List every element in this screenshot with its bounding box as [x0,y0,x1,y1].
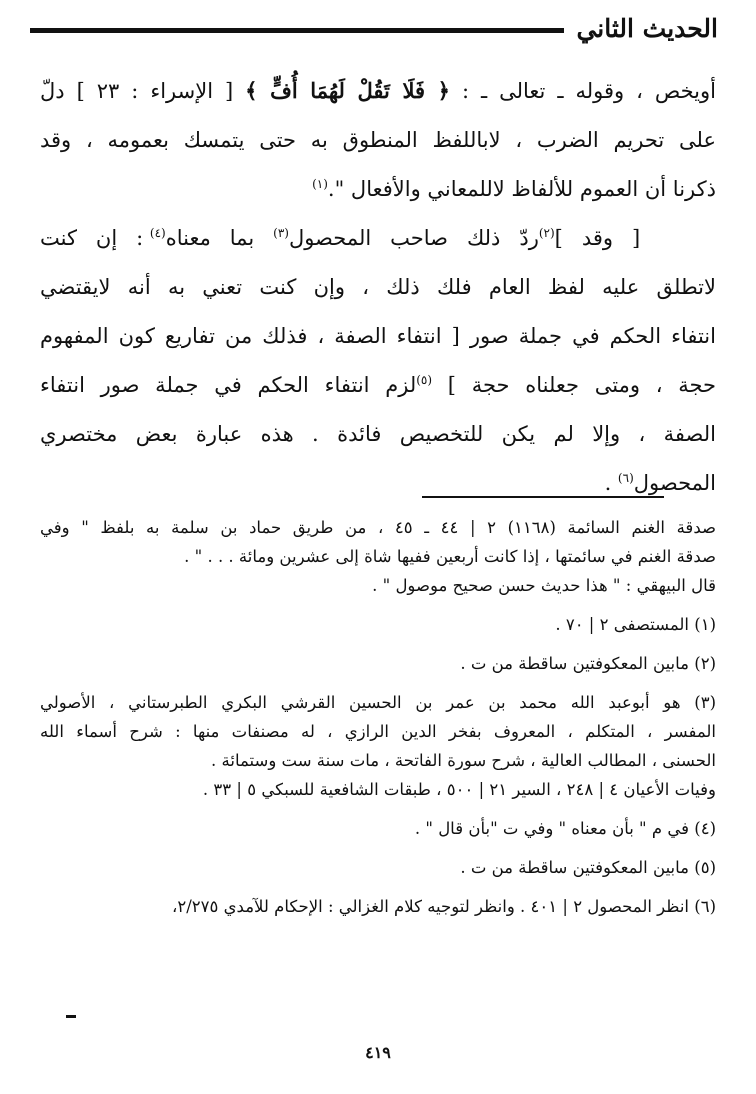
page-number: ٤١٩ [365,1043,391,1062]
footnote-ref: (٦) [617,471,634,485]
footnote-line: وفيات الأعيان ٤ | ٢٤٨ ، السير ٢١ | ٥٠٠ ، طبقات الشافعية للسبكي ٥ | ٣٣ . [202,780,716,799]
text-line: الصفة ، وإلا لم يكن للتخصيص فائدة . هذه عبارة بعض مختصري [40,422,716,446]
footnote-ref: (٣) [273,226,289,240]
footnote-line: المفسر ، المتكلم ، المعروف بفخر الدين الرازي ، له مصنفات منها : شرح أسماء الله [40,722,716,741]
text-line: المحصول$^{(٦)}$ . [604,471,716,495]
text-line: على تحريم الضرب ، لاباللفظ المنطوق به حتى يتمسك بعمومه ، وقد [40,128,716,152]
footnote-separator [422,496,664,498]
text-line: انتفاء الحكم في جملة صور [ انتفاء الصفة ، فذلك من تفاريع كون المفهوم [40,324,716,348]
footnote-line: صدقة الغنم في سائمتها ، إذا كانت أربعين ففيها شاة إلى عشرين ومائة . . . " . [184,547,716,566]
footnote-1: (١) المستصفى ٢ | ٧٠ . [555,615,716,634]
footnote-2: (٢) مابين المعكوفتين ساقطة من ت . [460,654,716,673]
text-line: حجة ، ومتى جعلناه حجة ] $^{(٥)}$لزم انتفاء الحكم في جملة صور انتفاء [40,373,716,397]
footnote-line: قال البيهقي : " هذا حديث حسن صحيح موصول " . [372,576,716,595]
footnote-ref: (٤) [149,226,166,240]
text-line: [ وقد ]$^{(٢)}$ردّ ذلك صاحب المحصول$^{(٣)}$ بما معناه$^{(٤)}$ : إن كنت [40,226,641,250]
text-line: لاتطلق عليه لفظ العام فلك ذلك ، وإن كنت تعني به أنه لايقتضي [40,275,716,299]
footnotes [40,513,716,921]
running-header [30,10,718,46]
text-line: أويخص ، وقوله ـ تعالى ـ : ﴿ فَلَا تَقُلْ لَهُمَا أُفٍّ ﴾ [ الإسراء : ٢٣ ] دلّ [40,78,717,103]
text-line: ذكرنا أن العموم للألفاظ لاللمعاني والأفعال ".$^{(١)}$ [312,177,716,201]
main-text [40,66,716,508]
footnote-line: صدقة الغنم السائمة (١١٦٨) ٢ | ٤٤ ـ ٤٥ ، من طريق حماد بن سلمة به بلفظ " وفي [40,518,716,537]
footnote-ref: (١) [312,177,328,191]
continuation-mark [66,1015,76,1018]
quran-verse: ﴿ فَلَا تَقُلْ لَهُمَا أُفٍّ ﴾ [245,78,450,103]
chapter-title: الحديث الثاني [576,13,718,43]
footnote-3: (٣) هو أبوعبد الله محمد بن عمر بن الحسين القرشي البكري الطبرستاني ، الأصولي [40,693,716,712]
header-rule [30,28,564,33]
footnote-6: (٦) انظر المحصول ٢ | ٤٠١ . وانظر لتوجيه كلام الغزالي : الإحكام للآمدي ٢/٢٧٥، [172,897,716,916]
footnote-ref: (٢) [538,226,555,240]
footnote-4: (٤) في م " بأن معناه " وفي ت "بأن قال " . [414,819,716,838]
footnote-ref: (٥) [416,373,433,387]
footnote-line: الحسنى ، المطالب العالية ، شرح سورة الفاتحة ، مات سنة ست وستمائة . [211,751,716,770]
footnote-5: (٥) مابين المعكوفتين ساقطة من ت . [460,858,716,877]
